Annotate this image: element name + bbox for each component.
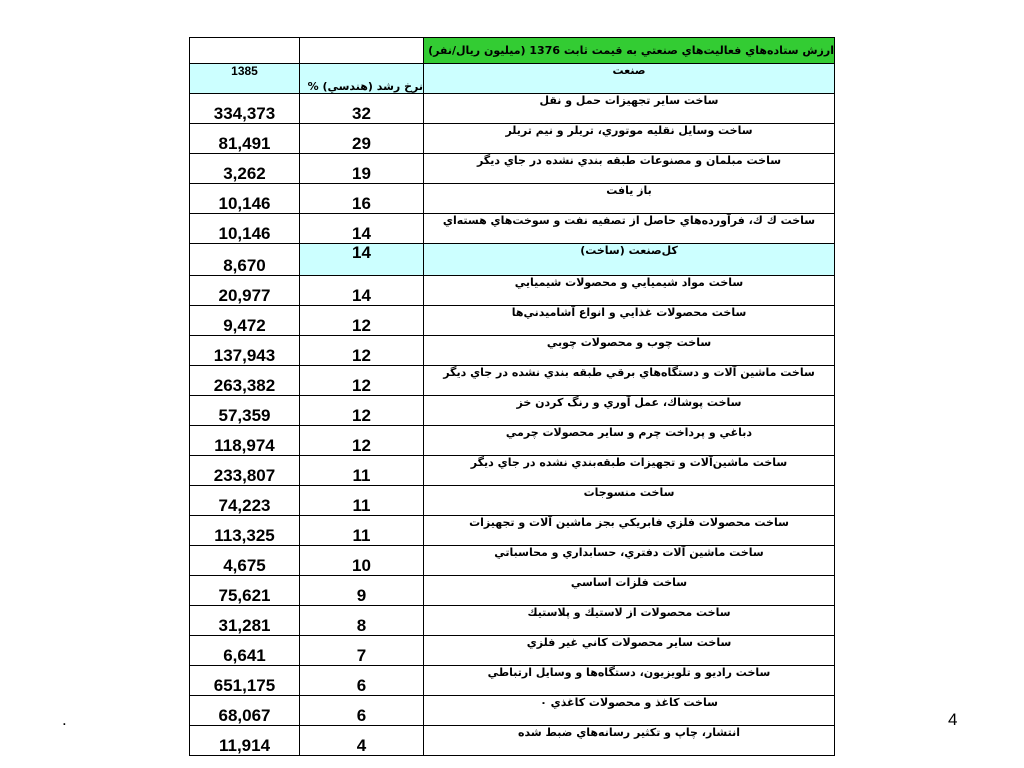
cell-value-1385[interactable]: 75,621 bbox=[190, 576, 300, 606]
cell-growth-rate[interactable]: 12 bbox=[300, 366, 424, 396]
cell-industry[interactable]: ساخت محصولات غذايي و انواع آشاميدني‌ها bbox=[424, 306, 835, 336]
cell-growth-rate[interactable]: 29 bbox=[300, 124, 424, 154]
industry-output-table bbox=[189, 37, 835, 756]
header-industry[interactable]: صنعت bbox=[424, 64, 835, 94]
cell-industry[interactable]: ساخت ساير محصولات كاني غير فلزي bbox=[424, 636, 835, 666]
cell-industry[interactable]: ساخت فلزات اساسي bbox=[424, 576, 835, 606]
table-row bbox=[190, 636, 835, 666]
table-row bbox=[190, 306, 835, 336]
table-row bbox=[190, 576, 835, 606]
cell-growth-rate[interactable]: 12 bbox=[300, 396, 424, 426]
cell-industry[interactable]: ساخت راديو و تلويزيون، دستگاه‌ها و وسايل ارتباطي bbox=[424, 666, 835, 696]
table-row bbox=[190, 184, 835, 214]
cell-value-1385[interactable]: 31,281 bbox=[190, 606, 300, 636]
table-row bbox=[190, 696, 835, 726]
cell-growth-rate[interactable]: 8 bbox=[300, 606, 424, 636]
header-row bbox=[190, 64, 835, 94]
cell-growth-rate[interactable]: 12 bbox=[300, 336, 424, 366]
table-row bbox=[190, 214, 835, 244]
cell-value-1385[interactable]: 118,974 bbox=[190, 426, 300, 456]
table-row bbox=[190, 486, 835, 516]
cell-growth-rate[interactable]: 4 bbox=[300, 726, 424, 756]
cell-value-1385[interactable]: 10,146 bbox=[190, 184, 300, 214]
cell-growth-rate[interactable]: 11 bbox=[300, 486, 424, 516]
empty-cell[interactable] bbox=[190, 38, 300, 64]
cell-growth-rate[interactable]: 10 bbox=[300, 546, 424, 576]
page-number: 4 bbox=[948, 710, 958, 729]
cell-value-1385[interactable]: 113,325 bbox=[190, 516, 300, 546]
cell-growth-rate[interactable]: 9 bbox=[300, 576, 424, 606]
cell-growth-rate[interactable]: 12 bbox=[300, 426, 424, 456]
table-row bbox=[190, 606, 835, 636]
header-growth-rate[interactable]: نرخ رشد (هندسي) % bbox=[300, 64, 424, 94]
cell-growth-rate[interactable]: 19 bbox=[300, 154, 424, 184]
cell-growth-rate[interactable]: 7 bbox=[300, 636, 424, 666]
cell-industry[interactable]: ساخت مبلمان و مصنوعات طبقه بندي نشده در جاي ديگر bbox=[424, 154, 835, 184]
cell-industry[interactable]: ساخت مواد شيميايي و محصولات شيميايي bbox=[424, 276, 835, 306]
cell-value-1385[interactable]: 263,382 bbox=[190, 366, 300, 396]
table-row bbox=[190, 124, 835, 154]
table-row bbox=[190, 154, 835, 184]
cell-growth-rate[interactable]: 11 bbox=[300, 456, 424, 486]
table-row bbox=[190, 426, 835, 456]
cell-value-1385[interactable]: 8,670 bbox=[190, 244, 300, 276]
cell-value-1385[interactable]: 651,175 bbox=[190, 666, 300, 696]
cell-value-1385[interactable]: 68,067 bbox=[190, 696, 300, 726]
cell-industry[interactable]: ساخت كاغذ و محصولات كاغذي ٠ bbox=[424, 696, 835, 726]
cell-industry[interactable]: ساخت ماشين آلات دفتري، حسابداري و محاسباتي bbox=[424, 546, 835, 576]
cell-growth-rate[interactable]: 14 bbox=[300, 276, 424, 306]
table-row-total bbox=[190, 244, 835, 276]
cell-value-1385[interactable]: 233,807 bbox=[190, 456, 300, 486]
table-row bbox=[190, 726, 835, 756]
title-row bbox=[190, 38, 835, 64]
cell-growth-rate[interactable]: 12 bbox=[300, 306, 424, 336]
cell-growth-rate[interactable]: 11 bbox=[300, 516, 424, 546]
table-title[interactable]: ارزش ستاده‌هاي فعاليت‌هاي صنعتي به قيمت ثابت 1376 (ميليون ريال/نفر) bbox=[424, 38, 835, 64]
cell-industry[interactable]: ساخت ساير تجهيزات حمل و نقل bbox=[424, 94, 835, 124]
cell-industry[interactable]: ساخت محصولات فلزي فابريكي بجز ماشين آلات و تجهيزات bbox=[424, 516, 835, 546]
cell-value-1385[interactable]: 11,914 bbox=[190, 726, 300, 756]
cell-industry[interactable]: ساخت پوشاك، عمل آوري و رنگ كردن خز bbox=[424, 396, 835, 426]
cell-value-1385[interactable]: 4,675 bbox=[190, 546, 300, 576]
table-row bbox=[190, 276, 835, 306]
cell-growth-rate[interactable]: 6 bbox=[300, 696, 424, 726]
table-row bbox=[190, 546, 835, 576]
table-row bbox=[190, 456, 835, 486]
cell-growth-rate[interactable]: 14 bbox=[300, 244, 424, 276]
cell-value-1385[interactable]: 20,977 bbox=[190, 276, 300, 306]
cell-value-1385[interactable]: 334,373 bbox=[190, 94, 300, 124]
cell-industry[interactable]: باز يافت bbox=[424, 184, 835, 214]
table-row bbox=[190, 516, 835, 546]
cell-industry[interactable]: ساخت منسوجات bbox=[424, 486, 835, 516]
cell-value-1385[interactable]: 10,146 bbox=[190, 214, 300, 244]
table-row bbox=[190, 366, 835, 396]
cell-value-1385[interactable]: 3,262 bbox=[190, 154, 300, 184]
cell-industry[interactable]: ساخت ماشين‌آلات و تجهيزات طبقه‌بندي نشده در جاي ديگر bbox=[424, 456, 835, 486]
cell-industry[interactable]: دباغي و پرداخت چرم و ساير محصولات چرمي bbox=[424, 426, 835, 456]
table-row bbox=[190, 94, 835, 124]
cell-growth-rate[interactable]: 14 bbox=[300, 214, 424, 244]
table-row bbox=[190, 336, 835, 366]
slide-marker: . bbox=[62, 710, 67, 729]
cell-industry[interactable]: ساخت وسايل نقليه موتوري، تريلر و نيم تريلر bbox=[424, 124, 835, 154]
cell-value-1385[interactable]: 74,223 bbox=[190, 486, 300, 516]
cell-value-1385[interactable]: 9,472 bbox=[190, 306, 300, 336]
cell-growth-rate[interactable]: 16 bbox=[300, 184, 424, 214]
empty-cell[interactable] bbox=[300, 38, 424, 64]
table-row bbox=[190, 396, 835, 426]
cell-value-1385[interactable]: 137,943 bbox=[190, 336, 300, 366]
cell-industry[interactable]: ساخت ك ك، فرآورده‌هاي حاصل از تصفيه نفت و سوخت‌هاي هسته‌اي bbox=[424, 214, 835, 244]
cell-value-1385[interactable]: 57,359 bbox=[190, 396, 300, 426]
table-row bbox=[190, 666, 835, 696]
cell-growth-rate[interactable]: 6 bbox=[300, 666, 424, 696]
cell-growth-rate[interactable]: 32 bbox=[300, 94, 424, 124]
cell-value-1385[interactable]: 81,491 bbox=[190, 124, 300, 154]
cell-industry[interactable]: ساخت محصولات از لاستيك و پلاستيك bbox=[424, 606, 835, 636]
cell-industry[interactable]: كل‌صنعت (ساخت) bbox=[424, 244, 835, 276]
cell-industry[interactable]: ساخت ماشين آلات و دستگاه‌هاي برقي طبقه بندي نشده در جاي ديگر bbox=[424, 366, 835, 396]
cell-value-1385[interactable]: 6,641 bbox=[190, 636, 300, 666]
header-year[interactable]: 1385 bbox=[190, 64, 300, 94]
cell-industry[interactable]: ساخت چوب و محصولات چوبي bbox=[424, 336, 835, 366]
cell-industry[interactable]: انتشار، چاپ و تكثير رسانه‌هاي ضبط شده bbox=[424, 726, 835, 756]
